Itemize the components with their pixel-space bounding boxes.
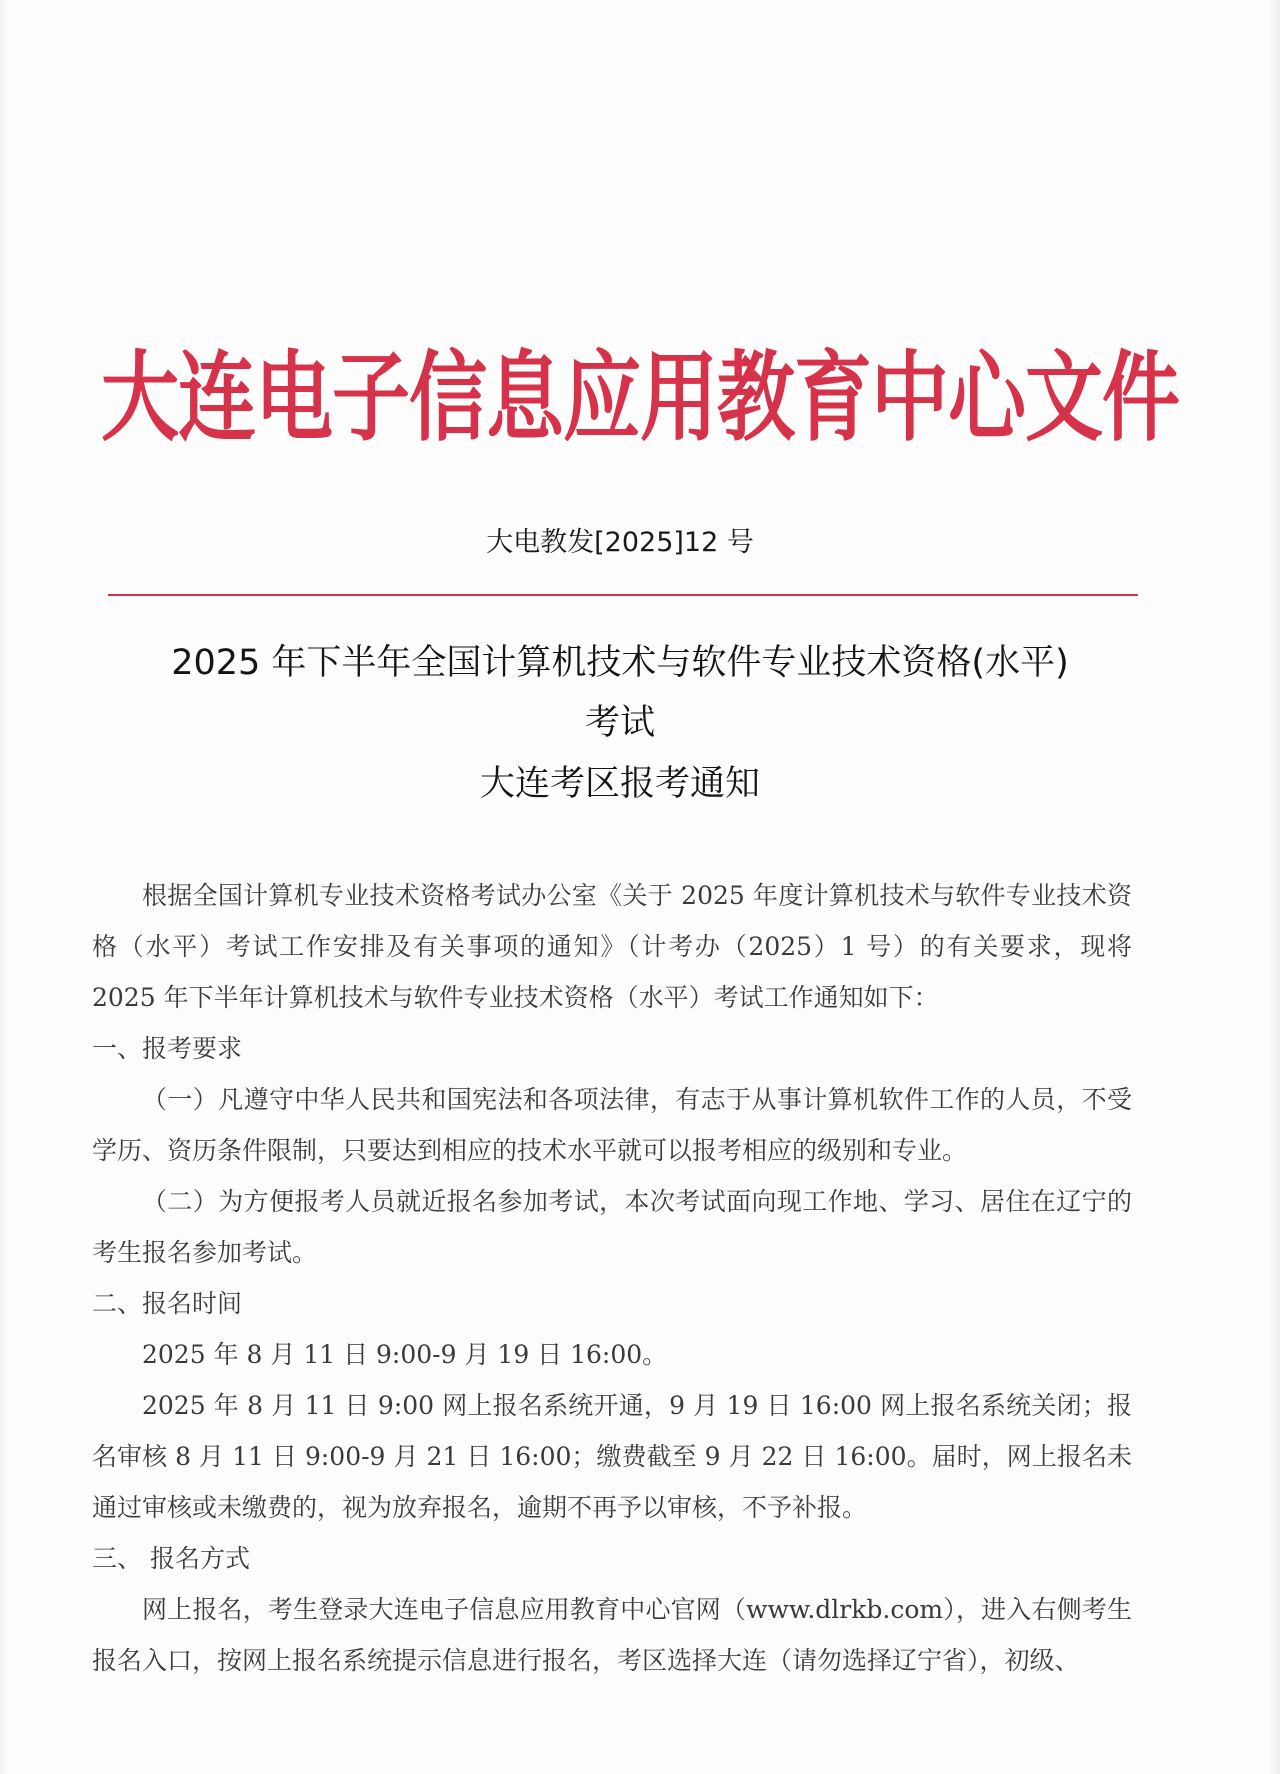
notice-title-line-2: 考试 [584, 703, 655, 743]
document-number: 大电教发[2025]12 号 [486, 527, 754, 558]
scan-edge-left [0, 0, 8, 1774]
scan-edge-right [1268, 0, 1280, 1774]
section-1-item-1: （一）凡遵守中华人民共和国宪法和各项法律，有志于从事计算机软件工作的人员，不受学历、资历条件限制，只要达到相应的技术水平就可以报考相应的级别和专业。 [92, 1085, 1132, 1165]
section-2-detail: 2025 年 8 月 11 日 9:00 网上报名系统开通，9 月 19 日 16:00 网上报名系统关闭；报名审核 8 月 11 日 9:00-9 月 21 日 16:00；缴费截至 9 月 22 日 16:00。届时，网上报名未通过审核或未缴费的，视为放弃报名，逾期不再予以审核，不予补报。 [92, 1391, 1132, 1522]
notice-title-line-3: 大连考区报考通知 [479, 764, 760, 804]
section-1-item-2: （二）为方便报考人员就近报名参加考试，本次考试面向现工作地、学习、居住在辽宁的考生报名参加考试。 [92, 1187, 1132, 1267]
org-header-title: 大连电子信息应用教育中心文件 [100, 342, 1179, 455]
section-3-heading: 三、 报名方式 [92, 1544, 250, 1573]
section-2-heading: 二、报名时间 [92, 1289, 243, 1318]
section-3-detail: 网上报名，考生登录大连电子信息应用教育中心官网（www.dlrkb.com），进入右侧考生报名入口，按网上报名系统提示信息进行报名，考区选择大连（请勿选择辽宁省），初级、 [92, 1595, 1132, 1675]
notice-title-line-1: 2025 年下半年全国计算机技术与软件专业技术资格(水平) [171, 643, 1069, 683]
section-1-heading: 一、报考要求 [92, 1034, 243, 1063]
notice-body [92, 870, 1132, 1686]
section-2-period: 2025 年 8 月 11 日 9:00-9 月 19 日 16:00。 [142, 1340, 668, 1369]
intro-paragraph: 根据全国计算机专业技术资格考试办公室《关于 2025 年度计算机技术与软件专业技术资格（水平）考试工作安排及有关事项的通知》（计考办（2025）1 号）的有关要求，现将 2025 年下半年计算机技术与软件专业技术资格（水平）考试工作通知如下： [92, 881, 1132, 1012]
red-divider-rule [108, 594, 1138, 596]
